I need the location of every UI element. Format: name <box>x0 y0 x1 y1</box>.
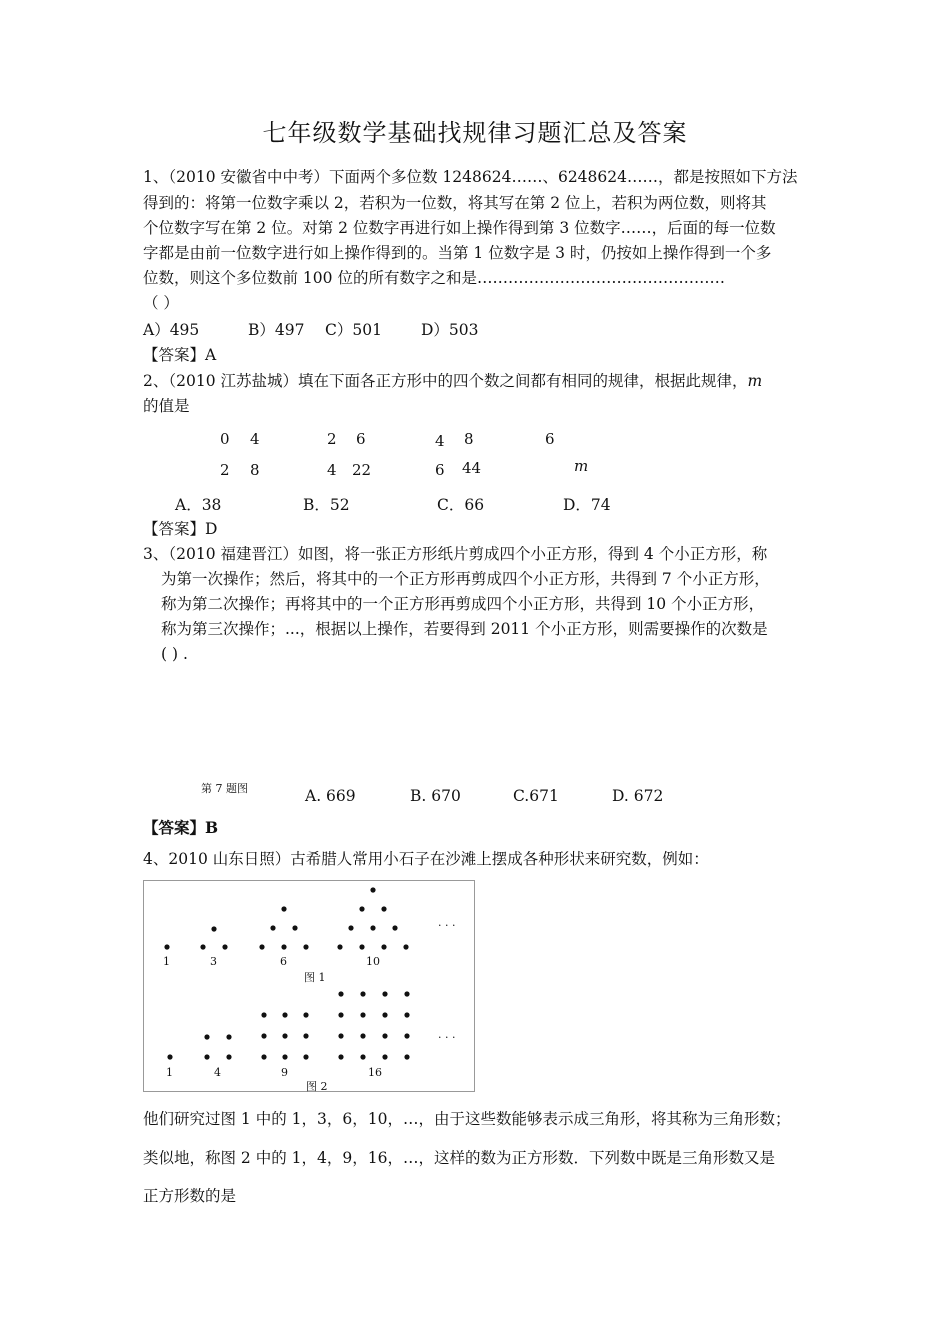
q4-line-3: 类似地，称图 2 中的 1，4，9，16，…，这样的数为正方形数．下列数中既是三角形数又是 <box>143 1149 775 1167</box>
q1-option-c: C）501 <box>325 321 382 339</box>
q3-option-d: D. 672 <box>612 787 664 805</box>
square-3-top-right: 8 <box>464 430 474 448</box>
q3-line-5: ( ) . <box>161 645 188 663</box>
pebble-figure <box>143 880 475 1092</box>
square-2-top-left: 2 <box>327 430 337 448</box>
q3-line-2: 为第一次操作；然后，将其中的一个正方形再剪成四个小正方形，共得到 7 个小正方形， <box>161 570 770 588</box>
q2-line-2: 的值是 <box>143 397 190 415</box>
square-4-top-left: 6 <box>545 430 555 448</box>
figure-caption: 第 7 题图 <box>201 782 248 795</box>
q3-line-3: 称为第二次操作；再将其中的一个正方形再剪成四个小正方形，共得到 10 个小正方形， <box>161 595 765 613</box>
q3-answer: 【答案】B <box>143 818 219 837</box>
q1-line-2: 得到的：将第一位数字乘以 2，若积为一位数，将其写在第 2 位上，若积为两位数，则将其 <box>143 194 767 212</box>
square-2-bottom-right: 22 <box>352 461 372 479</box>
q1-number: 1、 <box>143 168 169 186</box>
q1-line-3: 个位数字写在第 2 位。对第 2 位数字再进行如上操作得到第 3 位数字……，后面的每一位数 <box>143 219 776 237</box>
q2-line-1: 2、（2010 江苏盐城）填在下面各正方形中的四个数之间都有相同的规律，根据此规律，m <box>143 372 763 390</box>
fig1-caption: 图 1 <box>304 971 326 984</box>
fig1-label-1: 1 <box>163 955 170 968</box>
square-3-top-left: 4 <box>435 432 445 450</box>
q1-option-a: A）495 <box>143 321 200 339</box>
square-3-bottom-right: 44 <box>462 459 482 477</box>
square-4-unknown-m: m <box>574 457 589 475</box>
q3-line-4: 称为第三次操作；...，根据以上操作，若要得到 2011 个小正方形，则需要操作的次数是 <box>161 620 768 638</box>
square-1-bottom-left: 2 <box>220 461 230 479</box>
fig2-label-16: 16 <box>368 1066 382 1079</box>
q1-line-4: 字都是由前一位数字进行如上操作得到的。当第 1 位数字是 3 时，仍按如上操作得到一个多 <box>143 244 772 262</box>
q1-option-b: B）497 <box>248 321 305 339</box>
pebble-diagram <box>144 881 474 1091</box>
q1-line-6: （ ） <box>143 294 179 312</box>
q2-variable-m: m <box>747 372 763 390</box>
q4-line-4: 正方形数的是 <box>143 1187 237 1205</box>
fig1-label-3: 3 <box>210 955 217 968</box>
square-2-top-right: 6 <box>356 430 366 448</box>
square-1-bottom-right: 8 <box>250 461 260 479</box>
fig2-label-4: 4 <box>214 1066 221 1079</box>
q3-option-b: B. 670 <box>410 787 461 805</box>
fig1-label-10: 10 <box>366 955 380 968</box>
fig2-label-9: 9 <box>281 1066 288 1079</box>
q2-option-a: A．38 <box>175 496 222 514</box>
q2-option-c: C．66 <box>437 496 485 514</box>
q3-option-c: C.671 <box>513 787 559 805</box>
square-1-top-right: 4 <box>250 430 260 448</box>
square-dots <box>167 991 409 1059</box>
q4-line-2: 他们研究过图 1 中的 1，3，6，10，…，由于这些数能够表示成三角形，将其称为三角形数； <box>143 1110 791 1128</box>
triangle-dots <box>164 887 408 949</box>
q1-option-d: D）503 <box>421 321 479 339</box>
q3-option-a: A. 669 <box>305 787 356 805</box>
square-2-bottom-left: 4 <box>327 461 337 479</box>
q1-answer: 【答案】A <box>143 346 217 364</box>
q2-answer: 【答案】D <box>143 520 218 538</box>
q3-line-1: 3、（2010 福建晋江）如图，将一张正方形纸片剪成四个小正方形，得到 4 个小正方形，称 <box>143 545 768 563</box>
q1-line-5: 位数，则这个多位数前 100 位的所有数字之和是………………………………………… <box>143 269 725 287</box>
fig1-label-6: 6 <box>280 955 287 968</box>
fig1-ellipsis: · · · <box>438 919 456 932</box>
fig2-caption: 图 2 <box>306 1080 328 1093</box>
fig2-label-1: 1 <box>166 1066 173 1079</box>
square-3-bottom-left: 6 <box>435 461 445 479</box>
square-1-top-left: 0 <box>220 430 230 448</box>
q1-line-1: 1、（2010 安徽省中中考）下面两个多位数 1248624……、6248624……，都是按照如下方法 <box>143 168 798 186</box>
page-title: 七年级数学基础找规律习题汇总及答案 <box>262 119 688 147</box>
q2-option-b: B．52 <box>303 496 350 514</box>
fig2-ellipsis: · · · <box>438 1031 456 1044</box>
q4-line-1: 4、2010 山东日照）古希腊人常用小石子在沙滩上摆成各种形状来研究数，例如： <box>143 850 709 868</box>
q2-option-d: D．74 <box>563 496 611 514</box>
